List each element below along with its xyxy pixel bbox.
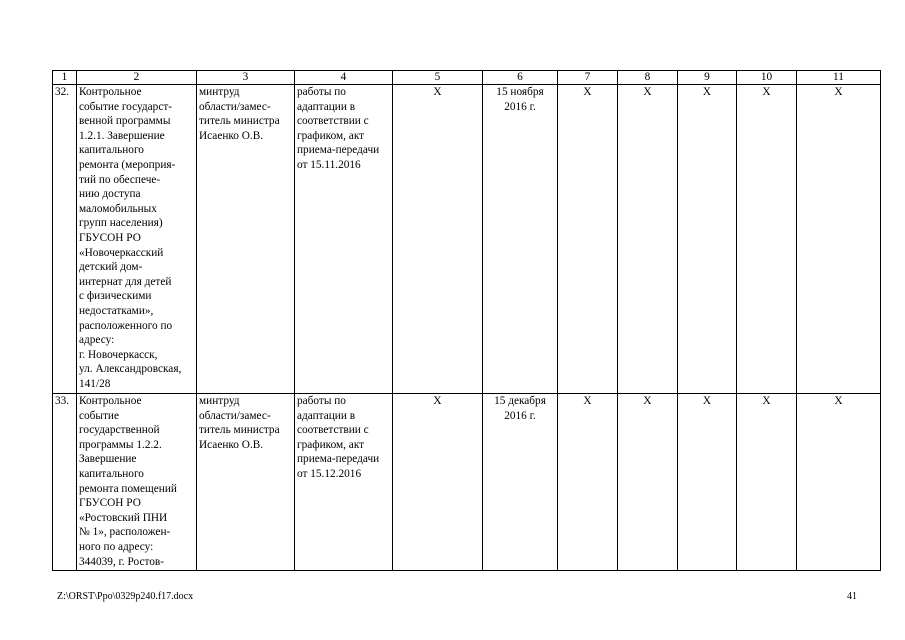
row-number: 32. bbox=[53, 85, 77, 394]
header-cell: 9 bbox=[678, 71, 737, 85]
header-cell: 7 bbox=[558, 71, 618, 85]
header-cell: 8 bbox=[618, 71, 678, 85]
header-cell: 3 bbox=[197, 71, 295, 85]
cell-x: X bbox=[558, 85, 618, 394]
completion-date: 15 ноября 2016 г. bbox=[483, 85, 558, 394]
header-row bbox=[53, 71, 881, 85]
completion-date: 15 декабря 2016 г. bbox=[483, 394, 558, 571]
expected-result: работы по адаптации в соответствии с графиком, акт приема-передачи от 15.11.2016 bbox=[295, 85, 393, 394]
header-cell: 2 bbox=[77, 71, 197, 85]
cell-x: X bbox=[797, 394, 881, 571]
header-cell: 5 bbox=[393, 71, 483, 85]
cell-x: X bbox=[393, 85, 483, 394]
table-row bbox=[53, 394, 881, 571]
cell-x: X bbox=[393, 394, 483, 571]
cell-x: X bbox=[618, 394, 678, 571]
cell-x: X bbox=[737, 85, 797, 394]
cell-x: X bbox=[737, 394, 797, 571]
cell-x: X bbox=[797, 85, 881, 394]
header-cell: 4 bbox=[295, 71, 393, 85]
event-description: Контрольное событие государственной программы 1.2.2. Завершение капитального ремонта помещений ГБУСОН РО «Ростовский ПНИ № 1», расположен- ного по адресу: 344039, г. Ростов- bbox=[77, 394, 197, 571]
table-row bbox=[53, 85, 881, 394]
header-cell: 1 bbox=[53, 71, 77, 85]
header-cell: 10 bbox=[737, 71, 797, 85]
cell-x: X bbox=[618, 85, 678, 394]
cell-x: X bbox=[678, 394, 737, 571]
event-description: Контрольное событие государст- венной программы 1.2.1. Завершение капитального ремонта (мероприя- тий по обеспече- нию доступа маломобильных групп населения) ГБУСОН РО «Новочеркасский детский дом- интернат для детей с физическими недостатками», расположенного по адресу: г. Новочеркасск, ул. Александровская, 141/28 bbox=[77, 85, 197, 394]
row-number: 33. bbox=[53, 394, 77, 571]
responsible-person: минтруд области/замес- титель министра Исаенко О.В. bbox=[197, 394, 295, 571]
header-cell: 11 bbox=[797, 71, 881, 85]
responsible-person: минтруд области/замес- титель министра Исаенко О.В. bbox=[197, 85, 295, 394]
document-table bbox=[52, 70, 881, 571]
expected-result: работы по адаптации в соответствии с графиком, акт приема-передачи от 15.12.2016 bbox=[295, 394, 393, 571]
page-number: 41 bbox=[847, 591, 857, 602]
cell-x: X bbox=[558, 394, 618, 571]
header-cell: 6 bbox=[483, 71, 558, 85]
footer-file-path: Z:\ORST\Ppo\0329p240.f17.docx bbox=[57, 591, 194, 602]
cell-x: X bbox=[678, 85, 737, 394]
